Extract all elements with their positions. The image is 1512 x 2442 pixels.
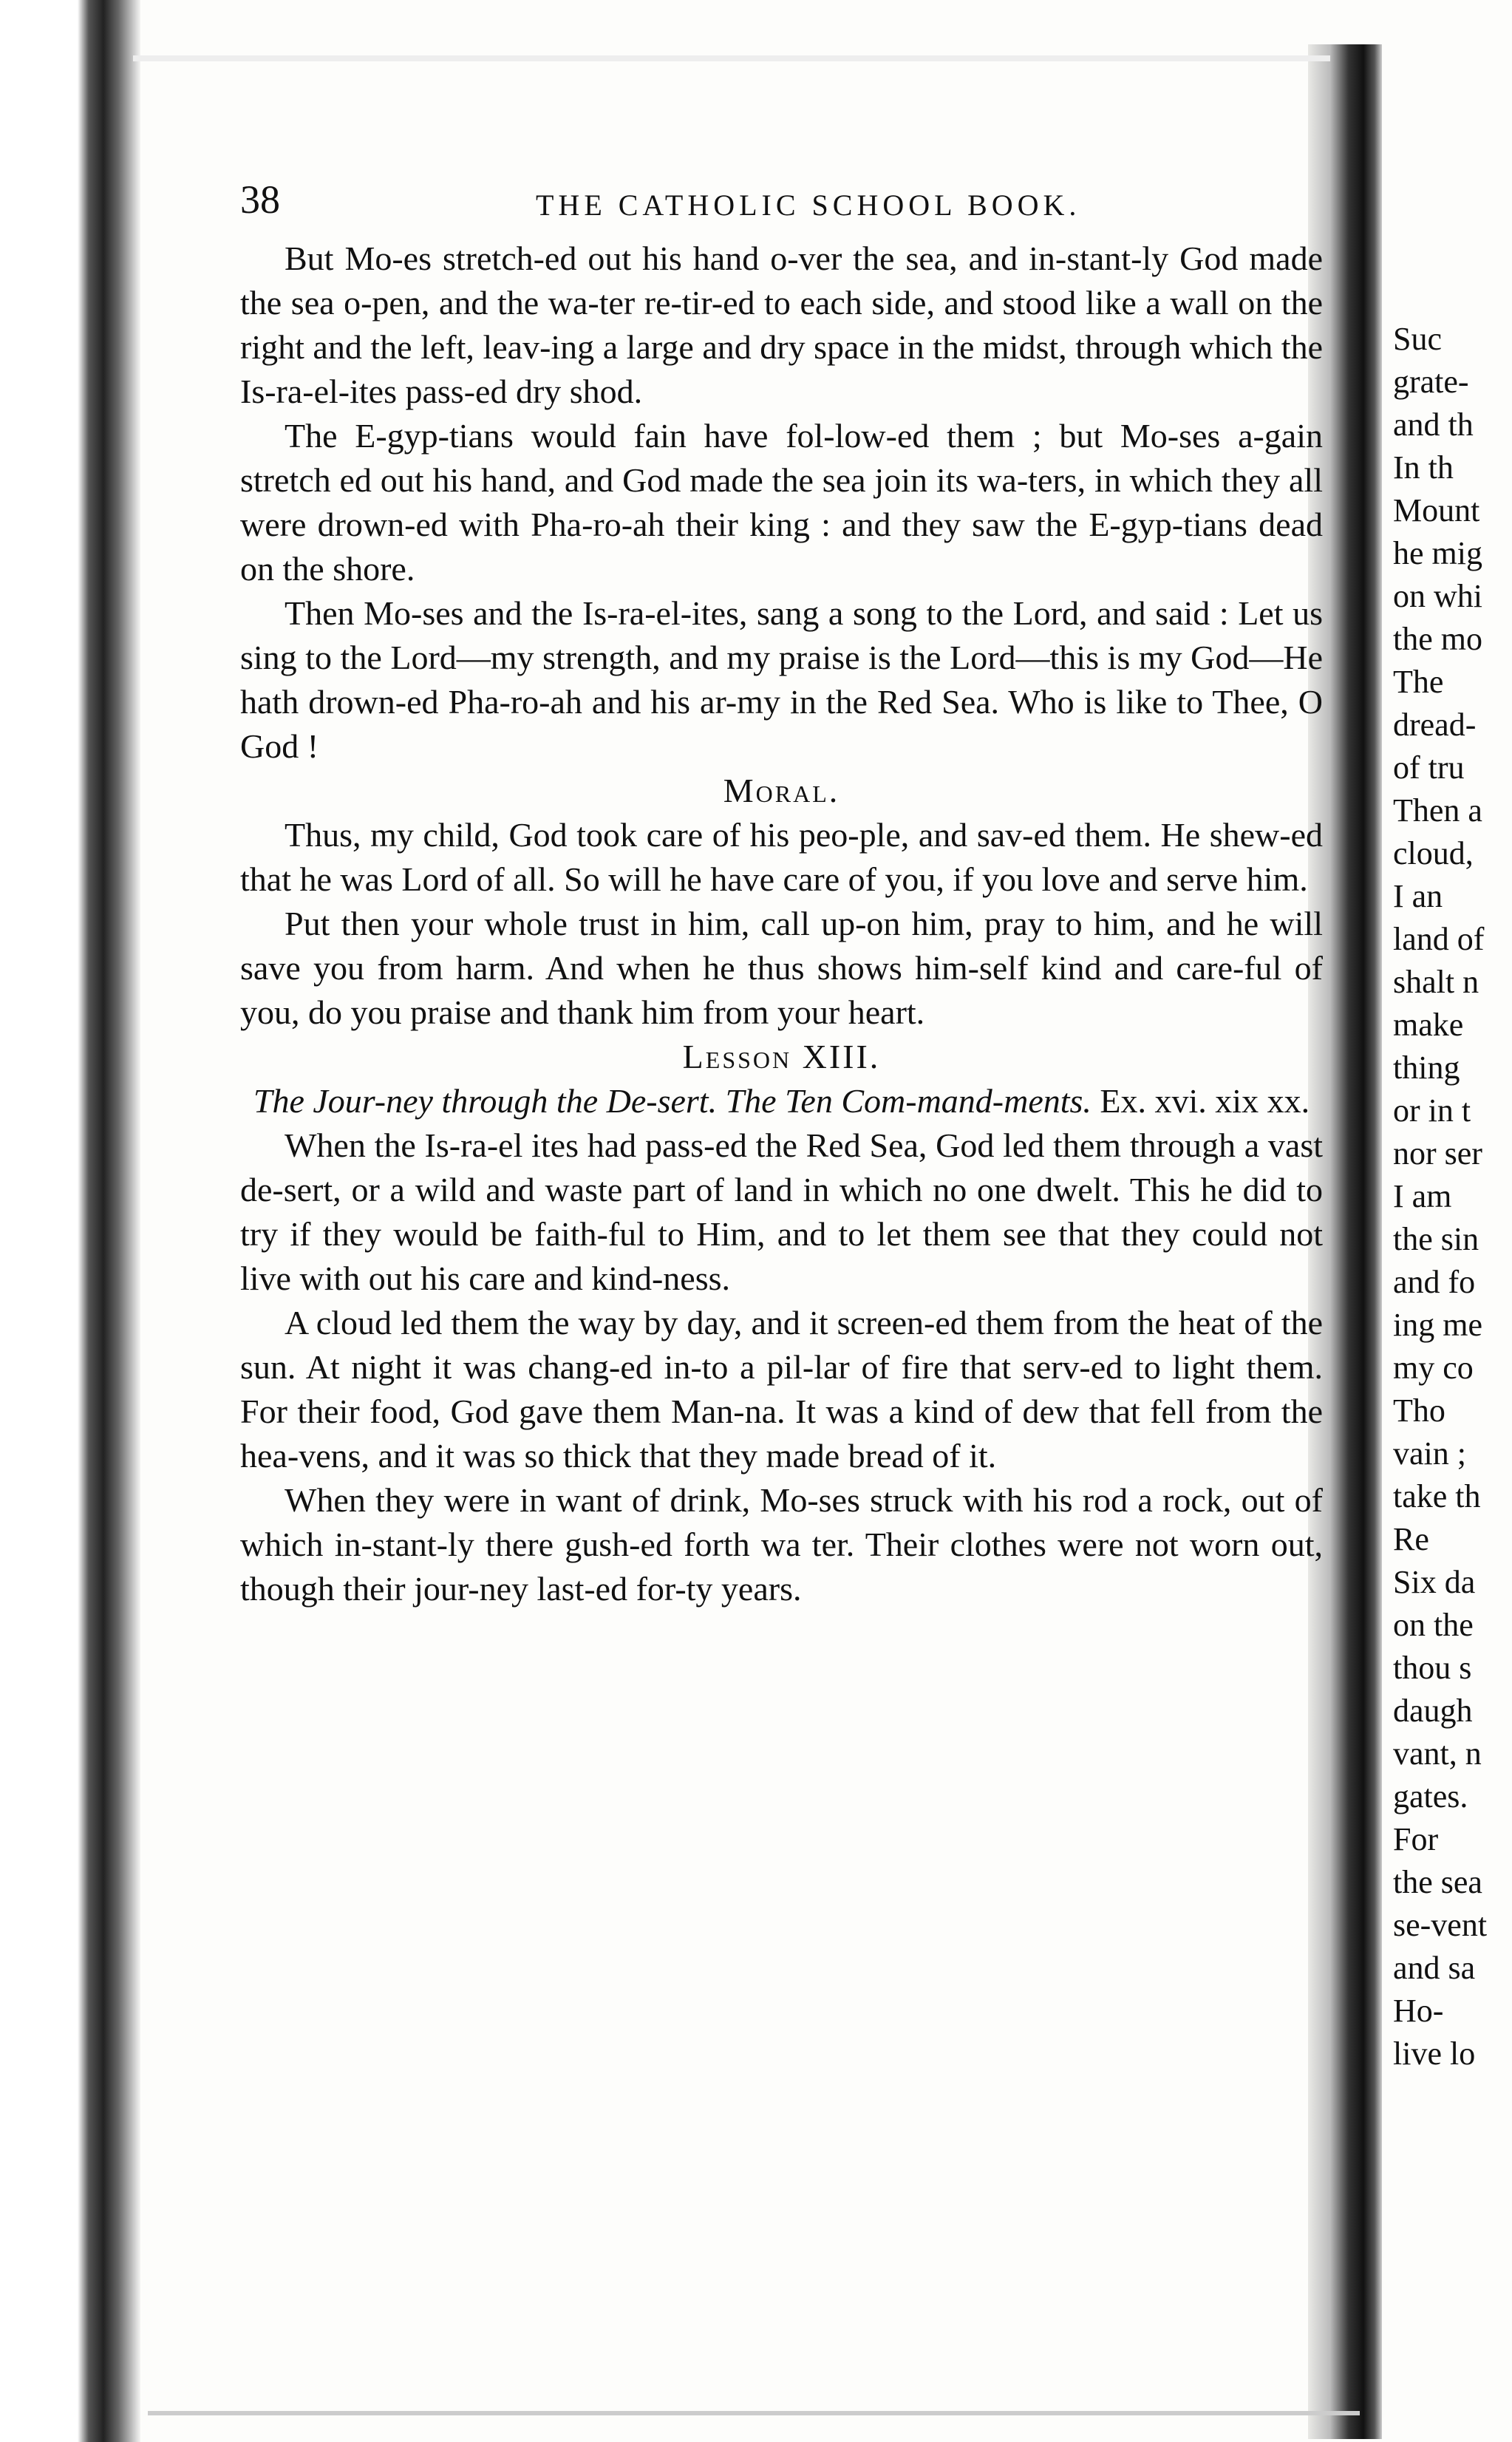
facing-page-line-fragment: In th — [1393, 449, 1454, 486]
paragraph-6: When the Is-ra-el ites had pass-ed the Red Sea, God led them through a vast de-sert, or a wild and waste part of land in which no one dwelt. This he did to try if they would be faith-ful to Him, and to let them see that they could not live with out his care and kind-ness. — [240, 1126, 1323, 1297]
moral-heading: Moral. — [723, 772, 840, 809]
book-page-38 — [240, 177, 1323, 1611]
facing-page-line-fragment: grate- — [1393, 364, 1469, 400]
facing-page-line-fragment: Re — [1393, 1521, 1429, 1557]
facing-page-line-fragment: dread- — [1393, 707, 1477, 743]
page-bottom-edge — [148, 2411, 1360, 2415]
running-title: THE CATHOLIC SCHOOL BOOK. — [536, 188, 1081, 222]
page-top-edge — [133, 55, 1330, 61]
facing-page-line-fragment: land of — [1393, 921, 1485, 957]
facing-page-line-fragment: make — [1393, 1007, 1464, 1043]
facing-page-line-fragment: thou s — [1393, 1650, 1472, 1686]
paragraph-5: Put then your whole trust in him, call up-on him, pray to him, and he will save you from harm. And when he thus shows him-self kind and care-ful of you, do you praise and thank him from your heart. — [240, 905, 1323, 1031]
paragraph-4: Thus, my child, God took care of his peo-ple, and sav-ed them. He shew-ed that he was Lord of all. So will he have care of you, if you love and serve him. — [240, 816, 1323, 898]
facing-page-line-fragment: Suc — [1393, 321, 1442, 357]
facing-page-line-fragment: For — [1393, 1821, 1439, 1857]
paragraph-7: A cloud led them the way by day, and it screen-ed them from the heat of the sun. At night it was chang-ed in-to a pil-lar of fire that serv-ed to light them. For their food, God gave them Man-na. It was a kind of dew that fell from the hea-vens, and it was so thick that they made bread of it. — [240, 1304, 1323, 1475]
facing-page-line-fragment: on whi — [1393, 578, 1482, 614]
lesson-subtitle — [240, 1079, 1323, 1123]
lesson-heading: Lesson XIII. — [682, 1038, 881, 1075]
facing-page-line-fragment: I an — [1393, 878, 1443, 914]
running-head — [240, 177, 1323, 237]
facing-page-line-fragment: my co — [1393, 1350, 1474, 1386]
facing-page-line-fragment: on the — [1393, 1607, 1474, 1643]
facing-page-line-fragment: he mig — [1393, 535, 1482, 571]
facing-page-line-fragment: I am — [1393, 1178, 1452, 1214]
paragraph-3: Then Mo-ses and the Is-ra-el-ites, sang a song to the Lord, and said : Let us sing to the Lord—my strength, and my praise is the Lord—this is my God—He hath drown-ed Pha-ro-ah and his ar-my in the Red Sea. Who is like to Thee, O God ! — [240, 594, 1323, 765]
facing-page-line-fragment: the mo — [1393, 621, 1482, 657]
facing-page-line-fragment: Mount — [1393, 492, 1480, 528]
facing-page-line-fragment: Tho — [1393, 1392, 1445, 1429]
facing-page-fragments — [1393, 318, 1512, 2075]
facing-page-line-fragment: take th — [1393, 1478, 1481, 1514]
facing-page-line-fragment: Then a — [1393, 792, 1482, 829]
facing-page-line-fragment: se-vent — [1393, 1907, 1488, 1943]
facing-page-line-fragment: or in t — [1393, 1092, 1471, 1129]
facing-page-line-fragment: and fo — [1393, 1264, 1476, 1300]
facing-page-line-fragment: nor ser — [1393, 1135, 1482, 1171]
lesson-subtitle-text: The Jour-ney through the De-sert. The Ten Com-mand-ments. — [253, 1082, 1092, 1120]
facing-page-line-fragment: The — [1393, 664, 1444, 700]
facing-page-line-fragment: vain ; — [1393, 1435, 1466, 1472]
paragraph-2: The E-gyp-tians would fain have fol-low-ed them ; but Mo-ses a-gain stretch ed out his hand, and God made the sea join its wa-ters, in which they all were drown-ed with Pha-ro-ah their king : and they saw the E-gyp-tians dead on the shore. — [240, 417, 1323, 588]
page-number: 38 — [240, 177, 280, 222]
lesson-reference: Ex. xvi. xix xx. — [1100, 1082, 1310, 1120]
facing-page-line-fragment: the sea — [1393, 1864, 1482, 1900]
paragraph-1: But Mo-es stretch-ed out his hand o-ver the sea, and in-stant-ly God made the sea o-pen, and the wa-ter re-tir-ed to each side, and stood like a wall on the right and the left, leav-ing a large and dry space in the midst, through which the Is-ra-el-ites pass-ed dry shod. — [240, 239, 1323, 410]
left-binding-shadow — [0, 0, 140, 2442]
paragraph-8: When they were in want of drink, Mo-ses struck with his rod a rock, out of which in-stant-ly there gush-ed forth wa ter. Their clothes were not worn out, though their jour-ney last-ed for-ty years. — [240, 1481, 1323, 1608]
facing-page-line-fragment: and th — [1393, 407, 1474, 443]
facing-page-line-fragment: and sa — [1393, 1950, 1476, 1986]
facing-page-line-fragment: of tru — [1393, 749, 1465, 786]
facing-page-line-fragment: ing me — [1393, 1307, 1482, 1343]
facing-page-line-fragment: shalt n — [1393, 964, 1479, 1000]
facing-page-line-fragment: Six da — [1393, 1564, 1476, 1600]
facing-page-line-fragment: cloud, — [1393, 835, 1474, 871]
facing-page-line-fragment: vant, n — [1393, 1735, 1482, 1772]
facing-page-line-fragment: gates. — [1393, 1778, 1468, 1815]
facing-page-line-fragment: thing — [1393, 1050, 1460, 1086]
facing-page-line-fragment: the sin — [1393, 1221, 1479, 1257]
facing-page-line-fragment: live lo — [1393, 2035, 1476, 2072]
facing-page-line-fragment: daugh — [1393, 1693, 1473, 1729]
facing-page-line-fragment: Ho- — [1393, 1993, 1444, 2029]
